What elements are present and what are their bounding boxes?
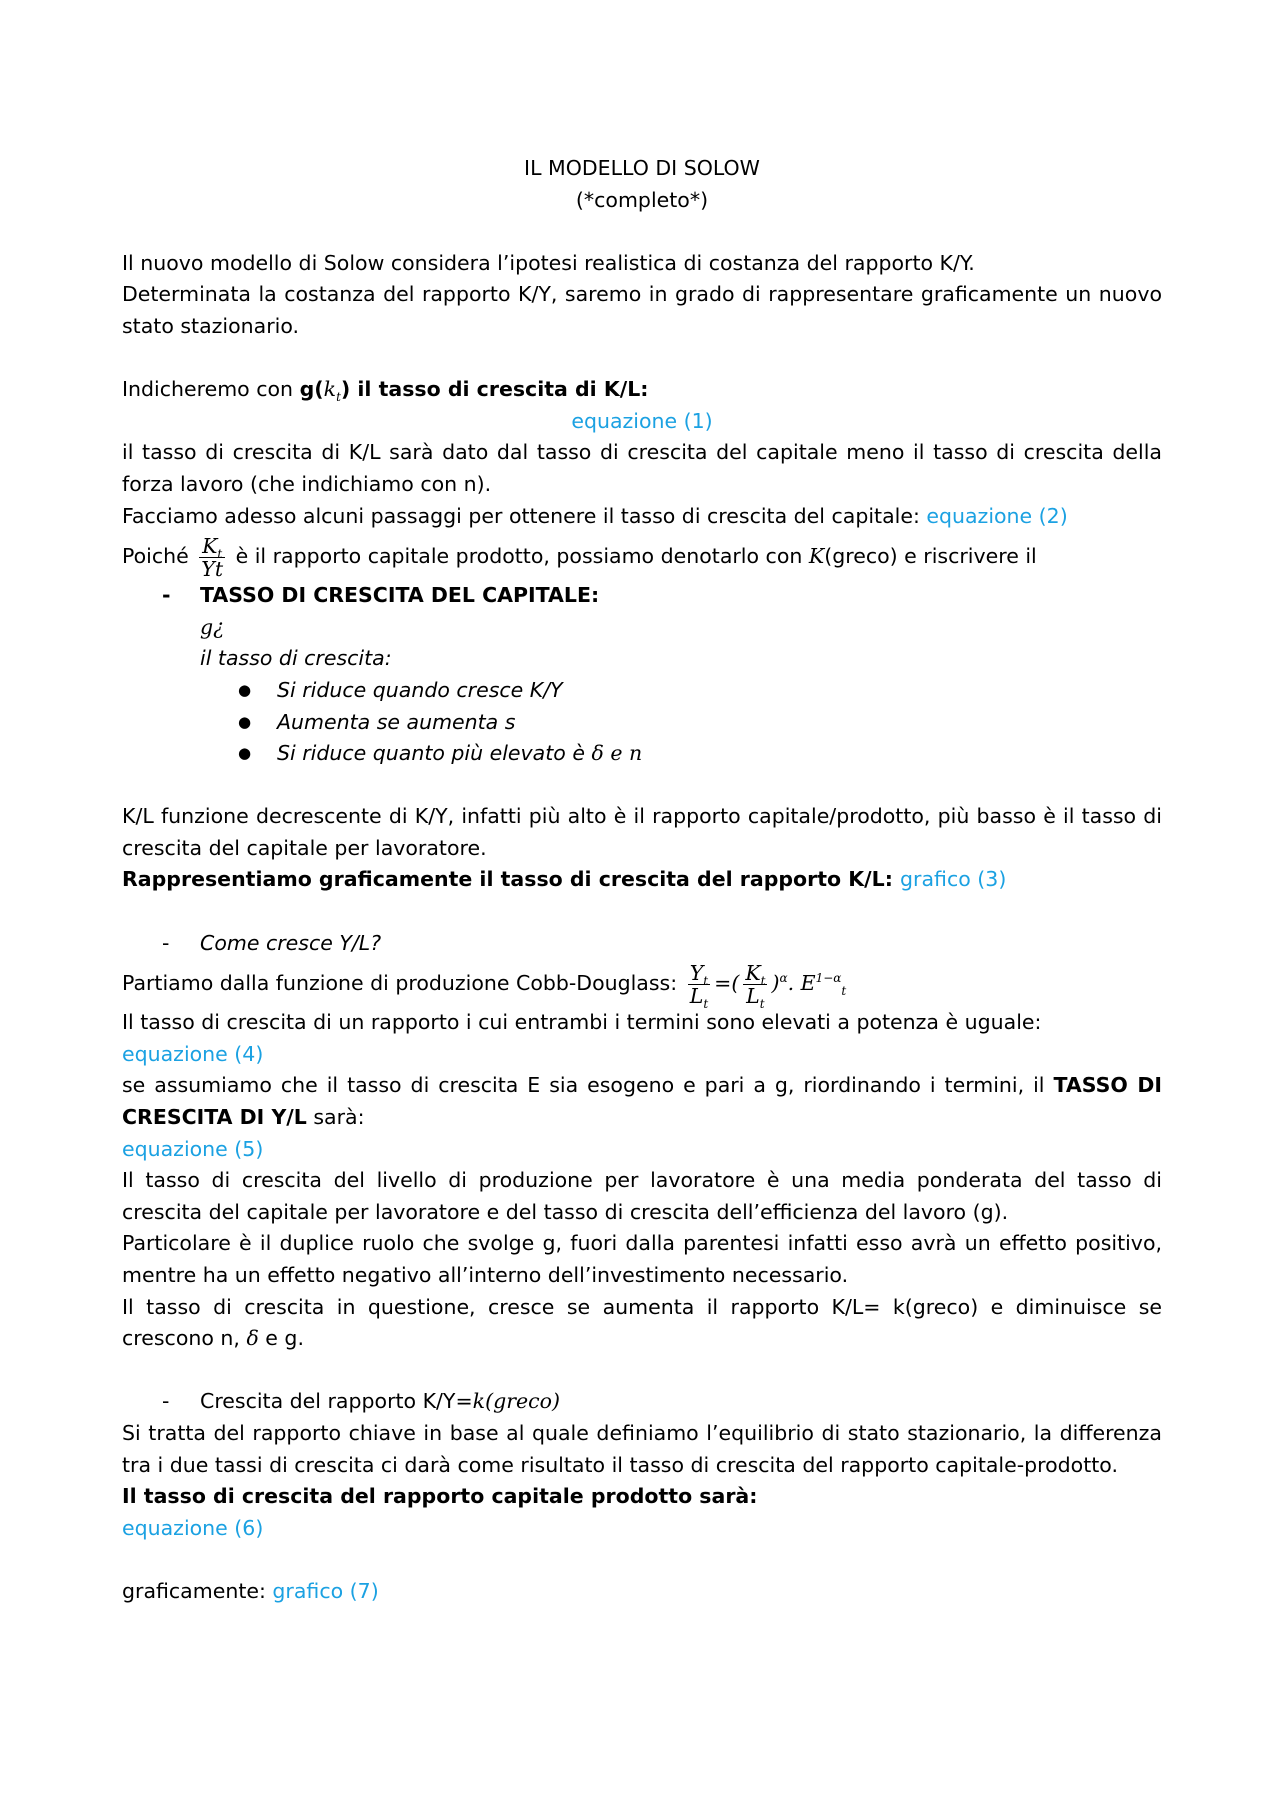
poiche-suffix: (greco) e riscrivere il [824,544,1037,569]
dot-operator: . [787,971,801,996]
bullet-icon: ● [238,744,252,763]
question-end: e g. [258,1326,304,1351]
left-paren: ( [731,971,740,996]
delta-symbol: δ [246,1326,259,1351]
bullet-item [122,738,1162,770]
right-paren: ) [771,971,780,996]
paragraph-kl-rate: il tasso di crescita di K/L sarà dato dal tasso di crescita del capitale meno il tasso di crescita della forza lavoro (che indichiamo con n). [122,440,1162,496]
graph-7-link[interactable]: grafico (7) [272,1578,379,1603]
fraction-denominator: Yt [201,556,224,581]
poiche-line [122,532,1162,580]
graph-7-label: graficamente: [122,1578,273,1603]
k-variable: k [472,1389,486,1414]
graph-heading: Rappresentiamo graficamente il tasso di crescita del rapporto K/L: [122,867,901,892]
t-sub: t [703,973,709,988]
graph-7-line [122,1576,1162,1608]
greco-text: greco [493,1389,552,1414]
final-bold-line: Il tasso di crescita del rapporto capitale prodotto sarà: [122,1484,758,1509]
intro-paragraph-2: Determinata la costanza del rapporto K/Y, saremo in grado di rappresentare graficamente un nuovo stato stazionario. [122,282,1162,338]
growth-kl-suffix: ) il tasso di crescita di K/L: [340,377,649,402]
bullet-text: Aumenta se aumenta s [277,709,516,734]
capital-note: il tasso di crescita: [200,646,392,671]
fraction-kt-lt [743,960,767,1011]
yl-section-heading: - Come cresce Y/L? [162,930,382,955]
delta-n-symbol: δ e n [591,741,643,766]
t-subscript: t [336,390,341,405]
paragraph-steps [122,501,1162,533]
intro-paragraph-1: Il nuovo modello di Solow considera l’ipotesi realistica di costanza del rapporto K/Y. [122,250,975,275]
capital-formula: g¿ [200,614,225,639]
equation-4-line [122,1039,1162,1071]
paragraph-weighted: Il tasso di crescita del livello di produzione per lavoratore è una media ponderata del tasso di crescita del capitale per lavoratore e del tasso di crescita dell’efficienza del lavoro (g). [122,1168,1162,1224]
equation-6-line [122,1513,1162,1545]
paragraph-steps-text: Facciamo adesso alcuni passaggi per ottenere il tasso di crescita del capitale: [122,503,927,528]
ky-section-heading: - Crescita del rapporto K/Y=k(greco) [162,1389,560,1414]
l-var: L [746,983,760,1008]
bullet-item [122,707,1162,739]
y-var: Y [689,960,704,985]
equation-1-link[interactable] [122,406,1162,438]
paragraph-decreasing: K/L funzione decrescente di K/Y, infatti più alto è il rapporto capitale/prodotto, più basso è il tasso di crescita del capitale per lavoratore. [122,804,1162,860]
fraction-yt-lt [688,960,710,1011]
exponent-one-minus-alpha: 1−α [815,971,842,986]
fraction-numerator-sub: t [217,546,223,561]
graph-3-line [122,864,1162,896]
growth-kl-line [122,374,1162,406]
cobb-prefix: Partiamo dalla funzione di produzione Cobb-Douglass: [122,971,678,996]
cobb-douglas-line [122,959,1162,1011]
growth-kl-g: g( [299,377,324,402]
t-sub: t [841,984,847,999]
l-var: L [689,983,704,1008]
equals-sign: = [714,971,732,996]
document-subtitle: (*completo*) [575,187,709,212]
paragraph-key-ratio: Si tratta del rapporto chiave in base al quale definiamo l’equilibrio di stato stazionario, la differenza tra i due tassi di crescita ci darà come risultato il tasso di crescita del rapporto capitale-prodotto. [122,1420,1162,1477]
bullet-text: Si riduce quanto più elevato è [277,741,592,766]
question-text: Il tasso di crescita in questione, cresce se aumenta il rapporto K/L= k(greco) e diminuisce se crescono n, [122,1294,1162,1351]
ky-label: Crescita del rapporto K/Y= [200,1389,473,1414]
growth-kl-prefix: Indicheremo con [122,377,300,402]
paragraph-rate: Il tasso di crescita di un rapporto i cui entrambi i termini sono elevati a potenza è uguale: [122,1010,1042,1035]
bullet-icon: ● [238,680,252,699]
equation-5-link[interactable]: equazione (5) [122,1136,264,1161]
t-sub: t [760,973,766,988]
bullet-text: Si riduce quando cresce K/Y [277,677,563,702]
assume-text-b: sarà: [306,1105,365,1130]
capital-section-heading: - TASSO DI CRESCITA DEL CAPITALE: [162,583,600,608]
poiche-middle: è il rapporto capitale prodotto, possiamo denotarlo con [235,544,803,569]
t-sub: t [703,996,709,1011]
k-variable: k [323,377,337,402]
e-var: E [800,971,816,996]
paragraph-double-role: Particolare è il duplice ruolo che svolge g, fuori dalla parentesi infatti esso avrà un effetto positivo, mentre ha un effetto negativo all’interno dell’investimento necessario. [122,1231,1162,1287]
document-page [122,153,1162,1608]
equation-6-link[interactable]: equazione (6) [122,1515,264,1540]
paragraph-question [122,1292,1162,1355]
t-sub: t [759,996,765,1011]
assume-bold: TASSO DI CRESCITA DI Y/L [122,1073,1162,1130]
fraction-kt-yt [199,535,225,580]
kappa-symbol: K [808,544,825,569]
document-title: IL MODELLO DI SOLOW [524,156,760,180]
poiche-prefix: Poiché [122,544,189,569]
k-var: K [745,960,761,985]
bullet-item [122,675,1162,707]
yl-heading-text: Come cresce Y/L? [200,930,382,955]
paragraph-assume [122,1070,1162,1133]
capital-heading-text: TASSO DI CRESCITA DEL CAPITALE: [200,583,600,608]
assume-text-a: se assumiamo che il tasso di crescita E sia esogeno e pari a g, riordinando i termini, il [122,1073,1054,1098]
equation-1-label[interactable]: equazione (1) [571,408,713,433]
graph-3-link[interactable]: grafico (3) [900,867,1007,892]
equation-2-link[interactable]: equazione (2) [926,503,1068,528]
bullet-icon: ● [238,712,252,731]
equation-5-line [122,1134,1162,1166]
equation-4-link[interactable]: equazione (4) [122,1041,264,1066]
alpha-exponent: α [779,971,788,986]
fraction-numerator: K [202,533,218,558]
